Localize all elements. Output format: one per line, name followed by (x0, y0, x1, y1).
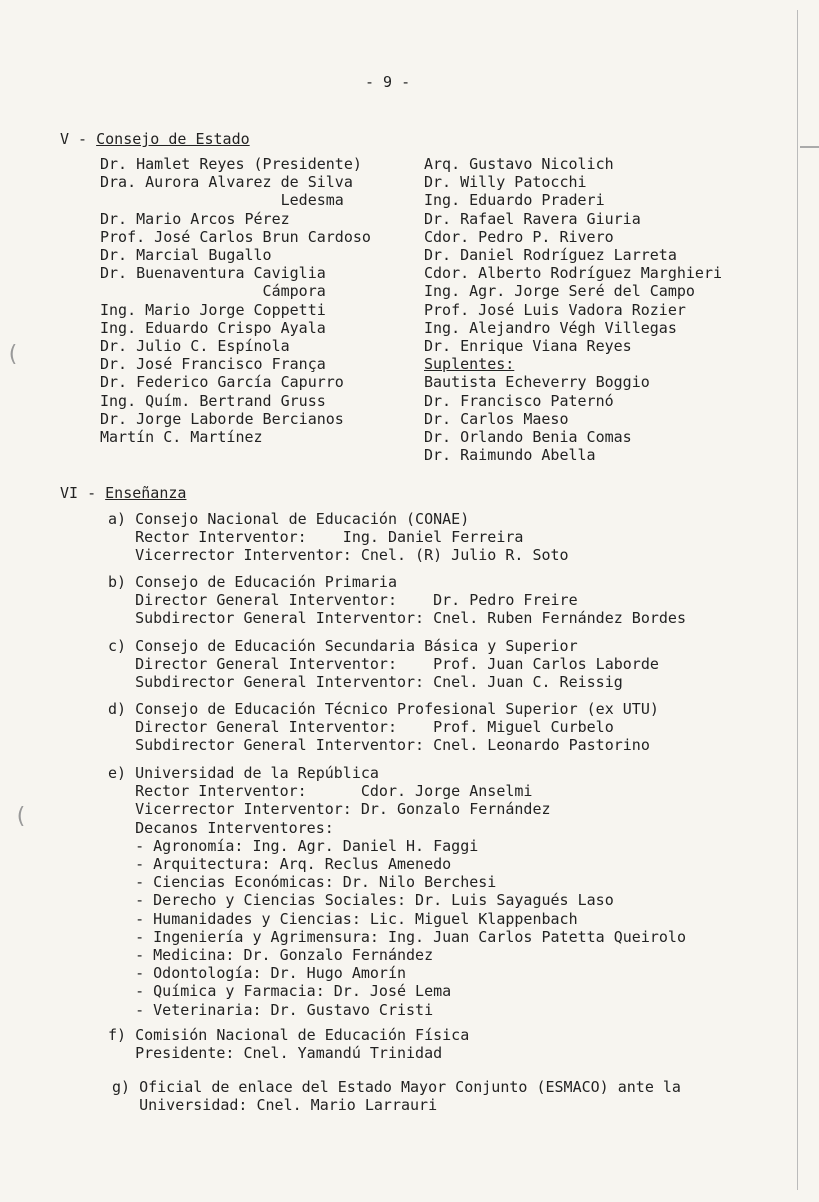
item-line: Rector Interventor: Ing. Daniel Ferreira (108, 528, 524, 547)
suplentes-label: Suplentes: (424, 355, 515, 374)
section-v-title: Consejo de Estado (96, 130, 250, 148)
item-line: c) Consejo de Educación Secundaria Básica y Superior (108, 637, 578, 655)
council-member-line: Dr. Mario Arcos Pérez (100, 209, 290, 228)
council-member-line: Ing. Mario Jorge Coppetti (100, 300, 326, 319)
council-member-line: Dr. Marcial Bugallo (100, 246, 272, 265)
section-vi-numeral: VI - (60, 484, 97, 502)
item-e-universidad (108, 764, 686, 1019)
council-member-line: Dr. Jorge Laborde Bercianos (100, 409, 344, 428)
item-line: Subdirector General Interventor: Cnel. Leonardo Pastorino (108, 736, 650, 755)
council-member-line: Dr. Hamlet Reyes (Presidente) (100, 155, 362, 173)
council-member-line: Dr. Buenaventura Caviglia (100, 264, 326, 283)
council-member-line: Ing. Quím. Bertrand Gruss (100, 391, 326, 410)
substitute-member-line: Dr. Carlos Maeso (424, 409, 569, 428)
margin-paren-mark: ( (6, 342, 20, 367)
item-line: Presidente: Cnel. Yamandú Trinidad (108, 1044, 443, 1063)
council-member-line: Dr. Julio C. Espínola (100, 337, 290, 356)
item-line: Director General Interventor: Prof. Miguel Curbelo (108, 718, 614, 737)
council-member-line: Arq. Gustavo Nicolich (424, 155, 614, 173)
item-line: Vicerrector Interventor: Cnel. (R) Julio R. Soto (108, 546, 569, 565)
substitute-member-line: Dr. Orlando Benia Comas (424, 428, 632, 447)
council-member-line: Prof. José Carlos Brun Cardoso (100, 227, 371, 246)
council-members-left-column (100, 155, 371, 446)
council-member-line: Dr. Rafael Ravera Giuria (424, 209, 641, 228)
council-member-line: Dr. Daniel Rodríguez Larreta (424, 246, 677, 265)
substitute-member-line: Dr. Francisco Paternó (424, 391, 614, 410)
margin-paren-mark: ( (14, 804, 28, 829)
substitute-member-line: Bautista Echeverry Boggio (424, 373, 650, 392)
item-line: - Humanidades y Ciencias: Lic. Miguel Klappenbach (108, 909, 578, 928)
item-f-educacion-fisica (108, 1026, 469, 1062)
council-member-line: Ing. Eduardo Crispo Ayala (100, 318, 326, 337)
item-line: - Derecho y Ciencias Sociales: Dr. Luis Sayagués Laso (108, 891, 614, 910)
item-line: - Medicina: Dr. Gonzalo Fernández (108, 946, 434, 965)
item-line: Rector Interventor: Cdor. Jorge Anselmi (108, 782, 533, 801)
council-member-line: Ing. Alejandro Végh Villegas (424, 318, 677, 337)
section-v-heading (60, 130, 250, 148)
council-member-line: Dra. Aurora Alvarez de Silva (100, 173, 353, 192)
council-member-line: Dr. Enrique Viana Reyes (424, 337, 632, 356)
council-member-line: Cdor. Pedro P. Rivero (424, 227, 614, 246)
section-vi-title: Enseñanza (105, 484, 187, 502)
council-member-line: Dr. Federico García Capurro (100, 373, 344, 392)
item-line: Decanos Interventores: (108, 818, 334, 837)
item-line: - Química y Farmacia: Dr. José Lema (108, 982, 452, 1001)
page-number: - 9 - (365, 73, 411, 91)
item-line: Universidad: Cnel. Mario Larrauri (112, 1096, 438, 1115)
item-line: f) Comisión Nacional de Educación Física (108, 1026, 470, 1044)
item-line: - Agronomía: Ing. Agr. Daniel H. Faggi (108, 836, 479, 855)
item-line: - Odontología: Dr. Hugo Amorín (108, 964, 407, 983)
item-line: b) Consejo de Educación Primaria (108, 573, 397, 591)
section-v-numeral: V - (60, 130, 88, 148)
council-member-line: Cámpora (100, 282, 326, 301)
item-d-tecnico-profesional (108, 700, 659, 755)
council-member-line: Dr. Willy Patocchi (424, 173, 587, 192)
item-line: a) Consejo Nacional de Educación (CONAE) (108, 510, 470, 528)
council-member-line: Ing. Agr. Jorge Seré del Campo (424, 282, 695, 301)
item-b-primaria (108, 573, 686, 628)
council-member-line: Cdor. Alberto Rodríguez Marghieri (424, 264, 723, 283)
item-line: Vicerrector Interventor: Dr. Gonzalo Fernández (108, 800, 551, 819)
item-line: - Ingeniería y Agrimensura: Ing. Juan Carlos Patetta Queirolo (108, 927, 686, 946)
substitute-member-line: Dr. Raimundo Abella (424, 446, 596, 465)
item-line: d) Consejo de Educación Técnico Profesional Superior (ex UTU) (108, 700, 659, 718)
item-line: g) Oficial de enlace del Estado Mayor Conjunto (ESMACO) ante la (112, 1078, 681, 1096)
page-edge-line (797, 10, 798, 1190)
item-line: Subdirector General Interventor: Cnel. Ruben Fernández Bordes (108, 609, 686, 628)
item-line: - Ciencias Económicas: Dr. Nilo Berchesi (108, 873, 497, 892)
item-a-conae (108, 510, 569, 565)
item-line: e) Universidad de la República (108, 764, 379, 782)
item-c-secundaria (108, 637, 659, 692)
item-line: Director General Interventor: Prof. Juan Carlos Laborde (108, 655, 659, 674)
item-g-oficial-enlace (112, 1078, 681, 1114)
council-member-line: Martín C. Martínez (100, 428, 263, 447)
item-line: Subdirector General Interventor: Cnel. Juan C. Reissig (108, 673, 623, 692)
section-vi-heading (60, 484, 186, 502)
council-member-line: Ing. Eduardo Praderi (424, 191, 605, 210)
council-member-line: Dr. José Francisco França (100, 355, 326, 374)
page-edge-mark (800, 146, 819, 148)
council-members-right-column (424, 155, 722, 464)
council-member-line: Ledesma (100, 191, 344, 210)
item-line: - Veterinaria: Dr. Gustavo Cristi (108, 1000, 434, 1019)
item-line: - Arquitectura: Arq. Reclus Amenedo (108, 855, 452, 874)
council-member-line: Prof. José Luis Vadora Rozier (424, 300, 686, 319)
item-line: Director General Interventor: Dr. Pedro Freire (108, 591, 578, 610)
